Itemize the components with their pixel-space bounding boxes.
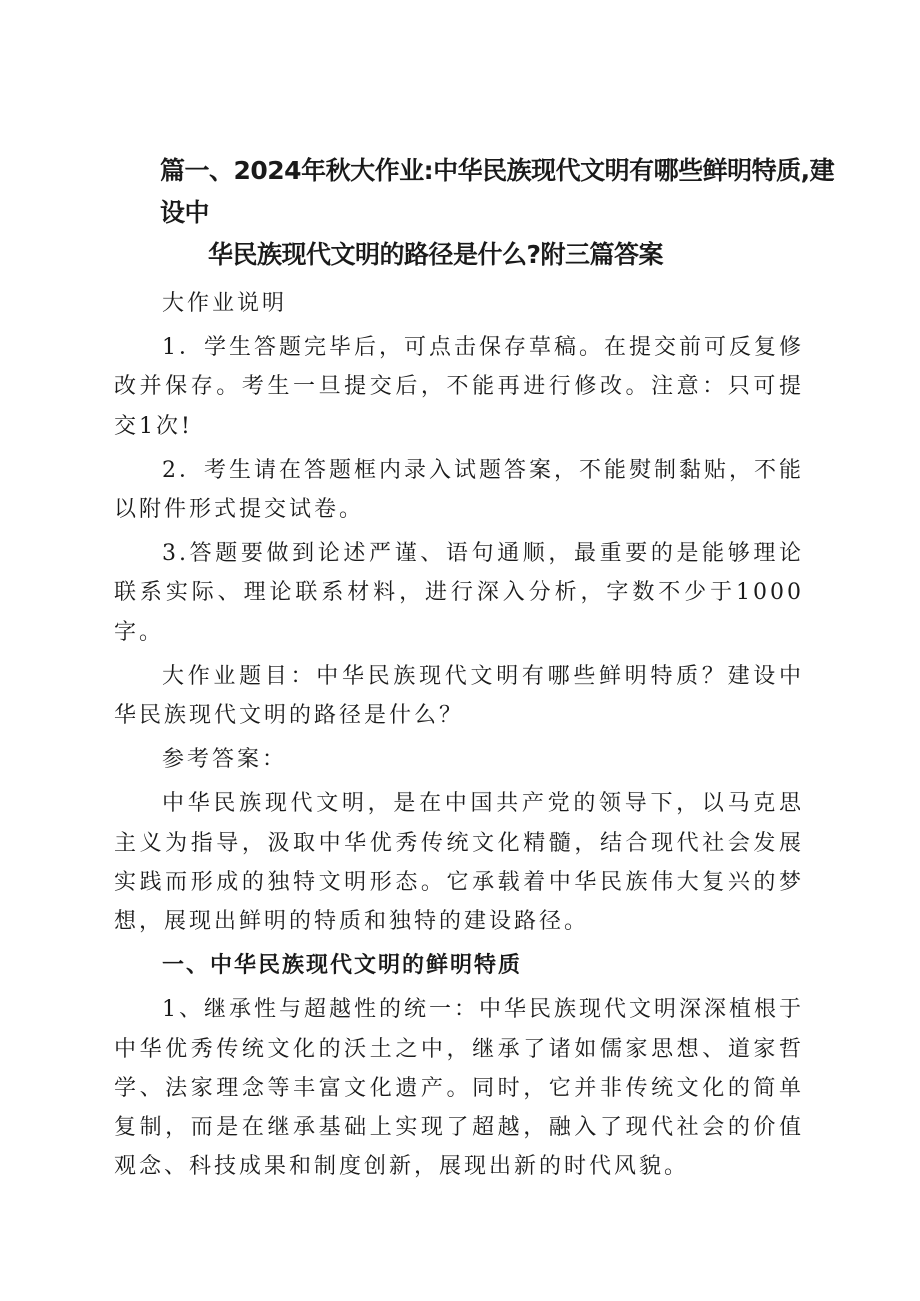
paragraph-intro: 中华民族现代文明，是在中国共产党的领导下，以马克思主义为指导，汲取中华优秀传统文化精髓，结合现代社会发展实践而形成的独特文明形态。它承载着中华民族伟大复兴的梦想，展现出鲜明的特质和独特的建设路径。: [114, 791, 804, 935]
paragraph-instruction-2: 2．考生请在答题框内录入试题答案，不能熨制黏贴，不能以附件形式提交试卷。: [114, 457, 804, 523]
paragraph-instruction-1: 1．学生答题完毕后，可点击保存草稿。在提交前可反复修改并保存。考生一旦提交后，不能再进行修改。注意：只可提交1次!: [114, 335, 804, 439]
section-heading-1: 一、中华民族现代文明的鲜明特质: [162, 953, 523, 979]
title-line-1: 篇一、2024年秋大作业:中华民族现代文明有哪些鲜明特质,建设中: [160, 156, 835, 227]
document-body: [114, 284, 804, 1186]
paragraph-instruction-3: 3.答题要做到论述严谨、语句通顺，最重要的是能够理论联系实际、理论联系材料，进行深入分析，字数不少于1000字。: [114, 541, 804, 645]
paragraph-assignment-question: 大作业题目：中华民族现代文明有哪些鲜明特质？建设中华民族现代文明的路径是什么？: [114, 663, 804, 729]
document-title: [160, 150, 850, 276]
paragraph-answer-label: 参考答案：: [162, 747, 288, 773]
paragraph-instructions-heading: 大作业说明: [162, 291, 288, 316]
title-line-2: 华民族现代文明的路径是什么?附三篇答案: [208, 240, 664, 269]
paragraph-trait-1: 1、继承性与超越性的统一：中华民族现代文明深深植根于中华优秀传统文化的沃土之中，继承了诸如儒家思想、道家哲学、法家理念等丰富文化遗产。同时，它并非传统文化的简单复制，而是在继承基础上实现了超越，融入了现代社会的价值观念、科技成果和制度创新，展现出新的时代风貌。: [114, 997, 804, 1180]
